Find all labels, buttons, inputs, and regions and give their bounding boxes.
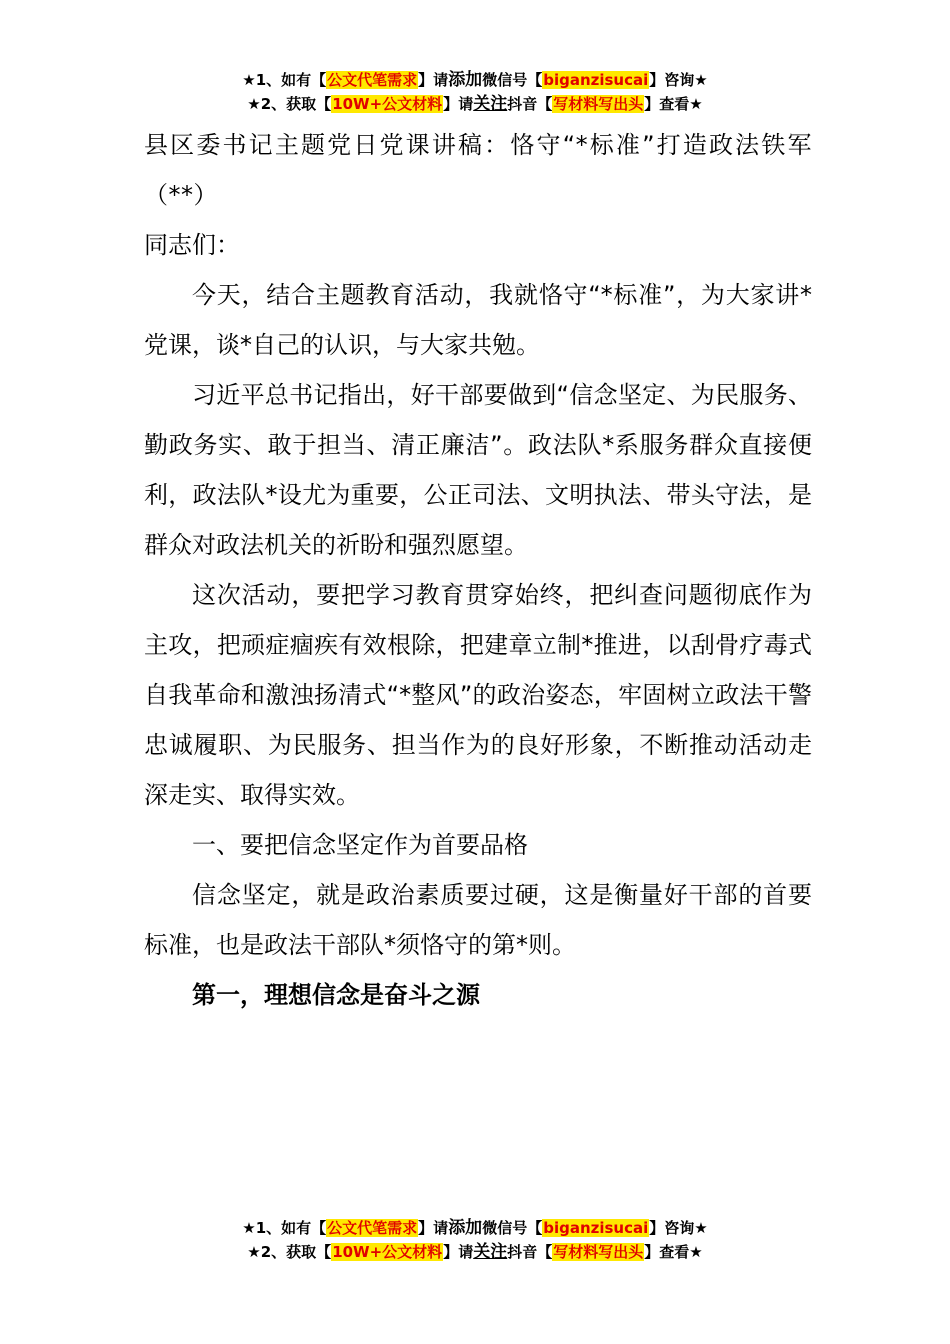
banner-line-1 — [0, 68, 950, 92]
highlight-douyin: 写材料写出头 — [553, 95, 644, 113]
salutation: 同志们： — [144, 231, 240, 259]
banner-text: 】咨询★ — [649, 71, 708, 89]
paragraph-1: 今天，结合主题教育活动，我就恪守“*标准”，为大家讲*党课，谈*自己的认识，与大家共勉。 — [144, 281, 812, 359]
section-paragraph-1: 信念坚定，就是政治素质要过硬，这是衡量好干部的首要标准，也是政法干部队*须恪守的第*则。 — [144, 881, 812, 959]
document-title: 县区委书记主题党日党课讲稿：恪守“*标准”打造政法铁军（**） — [144, 131, 812, 209]
banner-emphasis: 添加 — [448, 70, 483, 90]
banner-text: ★2、获取【 — [247, 95, 332, 113]
banner-text: ★1、如有【 — [242, 71, 327, 89]
banner-text: 微信号【 — [482, 1219, 543, 1237]
banner-line-2 — [0, 92, 950, 116]
banner-line-2 — [0, 1240, 950, 1264]
banner-text: 】请 — [418, 71, 449, 89]
banner-text: 】请 — [443, 95, 474, 113]
highlight-douyin: 写材料写出头 — [553, 1243, 644, 1261]
banner-text: ★2、获取【 — [247, 1243, 332, 1261]
footer-banner — [0, 1216, 950, 1264]
highlight-wechat-id: biganzisucai — [543, 1219, 649, 1237]
banner-emphasis: 关注 — [473, 1242, 508, 1262]
banner-text: 】查看★ — [644, 1243, 703, 1261]
document-body — [144, 120, 812, 1020]
banner-text: 】请 — [443, 1243, 474, 1261]
paragraph-2: 习近平总书记指出，好干部要做到“信念坚定、为民服务、勤政务实、敢于担当、清正廉洁”。政法队*系服务群众直接便利，政法队*设尤为重要，公正司法、文明执法、带头守法，是群众对政法机关的祈盼和强烈愿望。 — [144, 381, 812, 559]
highlight-wechat-id: biganzisucai — [543, 71, 649, 89]
subheading-1: 第一，理想信念是奋斗之源 — [192, 981, 480, 1009]
paragraph-3: 这次活动，要把学习教育贯穿始终，把纠查问题彻底作为主攻，把顽症痼疾有效根除，把建章立制*推进，以刮骨疗毒式自我革命和激浊扬清式“*整风”的政治姿态，牢固树立政法干警忠诚履职、为民服务、担当作为的良好形象，不断推动活动走深走实、取得实效。 — [144, 581, 812, 809]
highlight-service: 公文代笔需求 — [327, 71, 418, 89]
section-heading-1: 一、要把信念坚定作为首要品格 — [192, 831, 528, 859]
banner-text: 微信号【 — [482, 71, 543, 89]
highlight-materials: 10W+公文材料 — [332, 95, 443, 113]
banner-text: ★1、如有【 — [242, 1219, 327, 1237]
banner-text: 】咨询★ — [649, 1219, 708, 1237]
header-banner — [0, 68, 950, 116]
banner-text: 抖音【 — [507, 95, 553, 113]
banner-emphasis: 添加 — [448, 1218, 483, 1238]
banner-text: 抖音【 — [507, 1243, 553, 1261]
banner-line-1 — [0, 1216, 950, 1240]
banner-text: 】请 — [418, 1219, 449, 1237]
banner-emphasis: 关注 — [473, 94, 508, 114]
banner-text: 】查看★ — [644, 95, 703, 113]
highlight-materials: 10W+公文材料 — [332, 1243, 443, 1261]
highlight-service: 公文代笔需求 — [327, 1219, 418, 1237]
